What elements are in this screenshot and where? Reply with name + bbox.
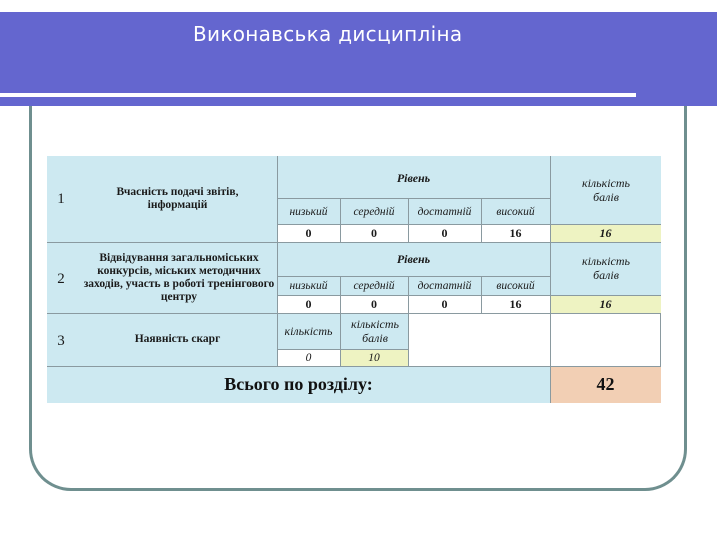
grid-line — [660, 313, 661, 366]
slide-title: Виконавська дисципліна — [193, 22, 463, 46]
row2-points-value: 16 — [599, 297, 612, 311]
row1-level-high: високий — [496, 206, 535, 218]
grid-line — [277, 198, 550, 199]
row1-value-high: 16 — [509, 225, 522, 240]
row1-points-header: кількість балів — [581, 176, 631, 204]
row1-number: 1 — [57, 190, 65, 207]
row2-level-high: високий — [496, 280, 535, 292]
row1-value-medium: 0 — [371, 225, 377, 240]
row1-points-value: 16 — [599, 226, 612, 240]
row2-level-sufficient: достатній — [417, 280, 472, 292]
grid-line — [408, 313, 409, 366]
evaluation-table — [47, 156, 661, 403]
row3-number: 3 — [57, 332, 65, 349]
row1-value-sufficient: 0 — [441, 225, 448, 240]
row1-level-header: Рівень — [396, 171, 431, 185]
row1-level-medium: середній — [353, 206, 395, 218]
row2-level-low: низький — [289, 280, 328, 292]
row1-value-low: 0 — [305, 225, 312, 240]
row1-level-sufficient: достатній — [417, 206, 472, 218]
row3-empty-area — [408, 313, 661, 366]
row2-number: 2 — [57, 270, 65, 287]
row1-criterion: Вчасність подачі звітів, інформацій — [116, 186, 239, 211]
row2-points-header: кількість балів — [581, 254, 631, 282]
total-value: 42 — [596, 374, 615, 394]
row3-points-header: кількість балів — [350, 317, 400, 345]
banner-divider — [0, 93, 636, 97]
row2-level-header: Рівень — [396, 252, 431, 266]
row2-value-high: 16 — [509, 296, 522, 311]
row3-criterion: Наявність скарг — [134, 333, 221, 345]
row2-criterion: Відвідування загальноміських конкурсів, міських методичних заходів, участь в роботі тренінгового центру — [83, 251, 275, 303]
row2-level-medium: середній — [353, 280, 395, 292]
row2-value-low: 0 — [305, 296, 312, 311]
row1-level-low: низький — [289, 206, 328, 218]
row3-count-header: кількість — [284, 324, 333, 338]
row2-value-medium: 0 — [371, 296, 377, 311]
total-label: Всього по розділу: — [224, 374, 373, 394]
row3-count-value: 0 — [305, 351, 312, 364]
row3-points-value: 10 — [368, 351, 380, 364]
row2-value-sufficient: 0 — [441, 296, 448, 311]
